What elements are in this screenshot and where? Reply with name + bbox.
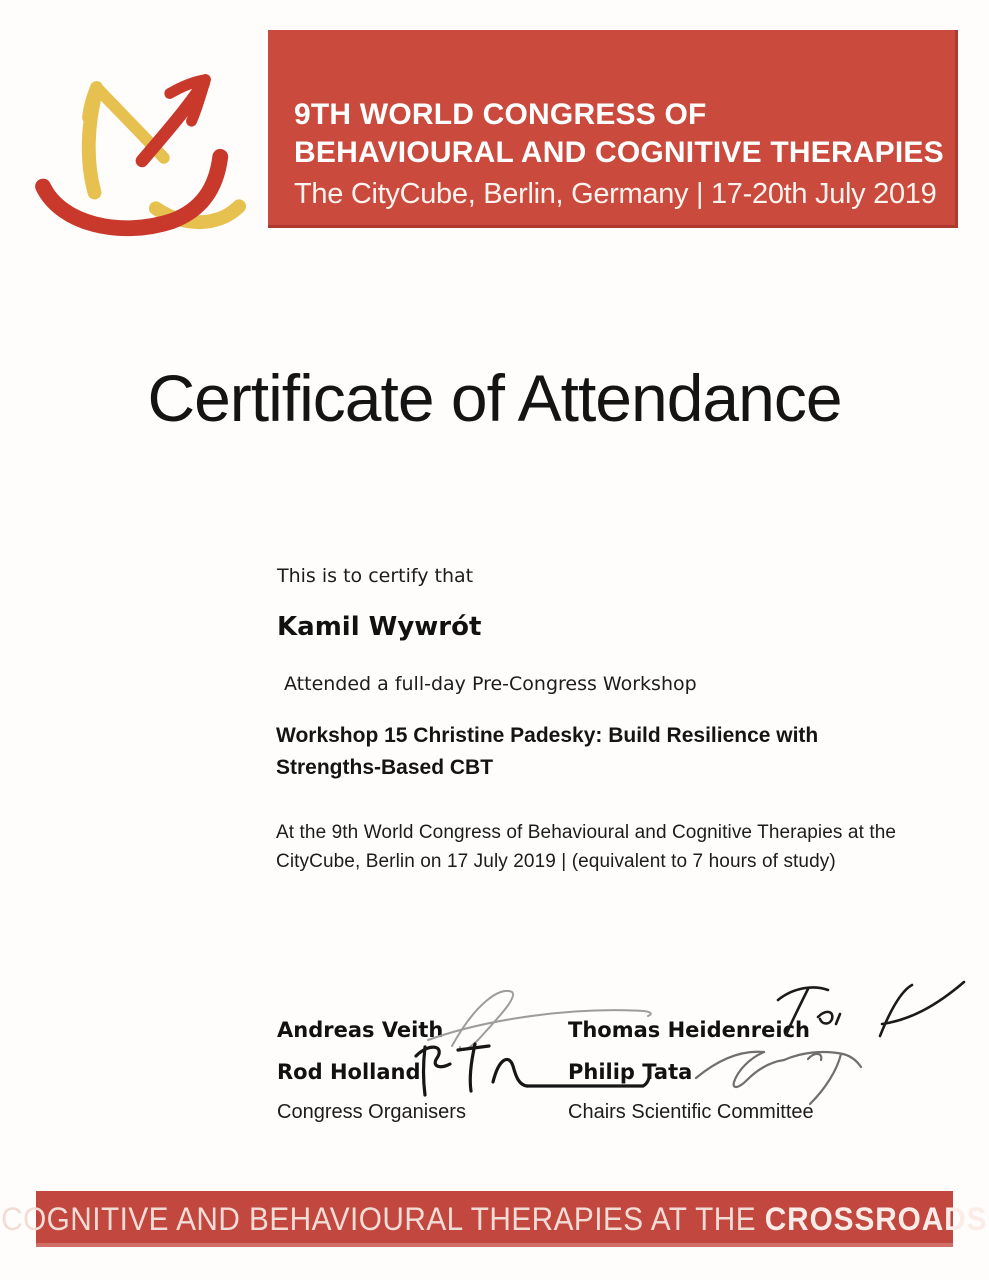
workshop-title-line1: Workshop 15 Christine Padesky: Build Resilience with bbox=[276, 724, 819, 747]
signatory-role-chairs-scientific-committee: Chairs Scientific Committee bbox=[568, 1101, 814, 1123]
congress-details-line2: CityCube, Berlin on 17 July 2019 | (equivalent to 7 hours of study) bbox=[276, 851, 836, 872]
signatory-role-congress-organisers: Congress Organisers bbox=[277, 1101, 466, 1123]
signatory-name-rod-holland: Rod Holland bbox=[277, 1060, 421, 1084]
certify-line: This is to certify that bbox=[277, 565, 474, 587]
congress-title-line1: 9TH WORLD CONGRESS OF bbox=[294, 98, 707, 131]
crossed-brush-arrows-icon bbox=[30, 223, 262, 242]
congress-details bbox=[276, 818, 938, 876]
attendee-name: Kamil Wywrót bbox=[277, 612, 482, 642]
signatory-name-philip-tata: Philip Tata bbox=[568, 1060, 693, 1084]
congress-header-banner bbox=[268, 30, 958, 228]
signatory-name-andreas-veith: Andreas Veith bbox=[277, 1018, 444, 1042]
congress-details-line1: At the 9th World Congress of Behavioural and Cognitive Therapies at the bbox=[276, 822, 897, 843]
congress-logo bbox=[30, 40, 262, 238]
workshop-title bbox=[276, 720, 876, 784]
footer-slogan-regular: COGNITIVE AND BEHAVIOURAL THERAPIES AT THE bbox=[1, 1200, 766, 1237]
congress-venue-date: The CityCube, Berlin, Germany | 17-20th July 2019 bbox=[294, 178, 937, 210]
footer-banner bbox=[1, 1191, 988, 1247]
workshop-title-line2: Strengths-Based CBT bbox=[276, 756, 494, 779]
congress-title-line2: BEHAVIOURAL AND COGNITIVE THERAPIES bbox=[294, 136, 944, 169]
attended-line: Attended a full-day Pre-Congress Workshop bbox=[284, 673, 697, 695]
philip-tata-signature-icon bbox=[690, 1036, 885, 1110]
certificate-title: Certificate of Attendance bbox=[147, 361, 842, 435]
footer-slogan-bold: CROSSROADS bbox=[765, 1200, 988, 1237]
footer-slogan bbox=[1, 1201, 987, 1238]
signatory-name-thomas-heidenreich: Thomas Heidenreich bbox=[568, 1018, 811, 1042]
